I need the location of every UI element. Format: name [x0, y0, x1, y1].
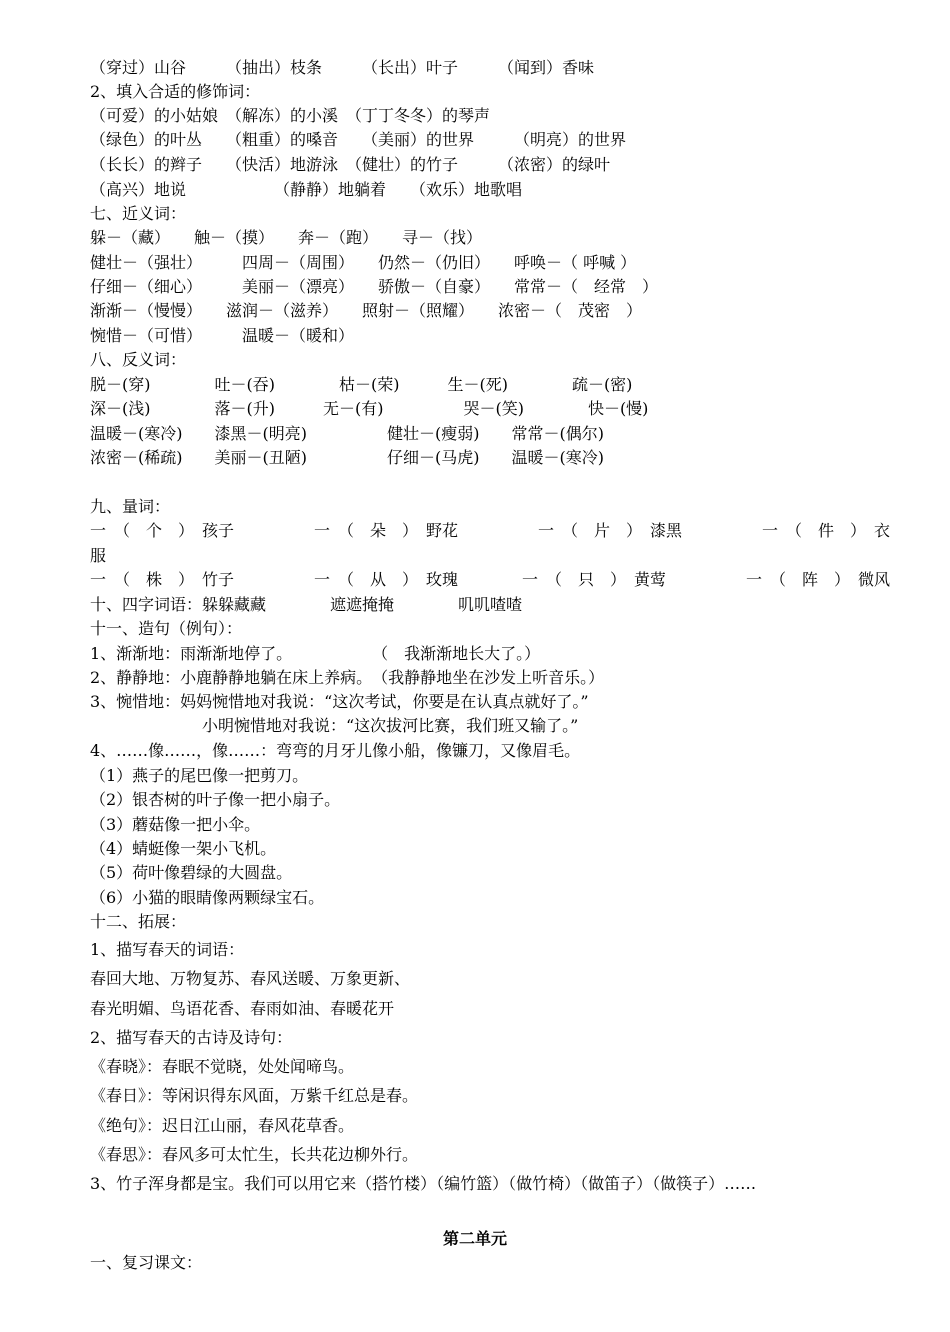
section-heading: 七、近义词： — [90, 204, 187, 223]
text-line: 2、描写春天的古诗及诗句： — [90, 1028, 293, 1047]
section-heading: 十一、造句（例句）： — [90, 619, 243, 638]
list-item: （3）蘑菇像一把小伞。 — [90, 815, 261, 834]
text-line: 服 — [90, 546, 107, 565]
section-heading: 九、量词： — [90, 497, 171, 516]
list-item: （6）小猫的眼睛像两颗绿宝石。 — [90, 888, 325, 907]
text-line: 《春日》：等闲识得东风面，万紫千红总是春。 — [90, 1086, 419, 1105]
section-heading: 十、四字词语：躲躲藏藏 遮遮掩掩 叽叽喳喳 — [90, 595, 523, 614]
text-line: 3、惋惜地：妈妈惋惜地对我说：“这次考试，你要是在认真点就好了。” — [90, 692, 589, 711]
list-item: （1）燕子的尾巴像一把剪刀。 — [90, 766, 309, 785]
text-line: （穿过）山谷 （抽出）枝条 （长出）叶子 （闻到）香味 — [90, 58, 595, 77]
list-item: （4）蜻蜓像一架小飞机。 — [90, 839, 277, 858]
section-heading: 八、反义词： — [90, 350, 187, 369]
text-line: （高兴）地说 （静静）地躺着 （欢乐）地歌唱 — [90, 180, 523, 199]
text-line: 小明惋惜地对我说：“这次拔河比赛，我们班又输了。” — [90, 716, 579, 735]
text-line: 《绝句》：迟日江山丽，春风花草香。 — [90, 1116, 355, 1135]
text-line: 春光明媚、鸟语花香、春雨如油、春暖花开 — [90, 999, 395, 1018]
section-heading: 十二、拓展： — [90, 912, 187, 931]
text-line: 仔细－（细心） 美丽－（漂亮） 骄傲－（自豪） 常常－（ 经常 ） — [90, 277, 659, 296]
text-line: 《春晓》：春眠不觉晓，处处闻啼鸟。 — [90, 1057, 355, 1076]
text-line: 惋惜－（可惜） 温暖－（暖和） — [90, 326, 355, 345]
text-line: （可爱）的小姑娘 （解冻）的小溪 （丁丁冬冬）的琴声 — [90, 106, 491, 125]
section-heading: 一、复习课文： — [90, 1253, 203, 1272]
list-item: （5）荷叶像碧绿的大圆盘。 — [90, 863, 293, 882]
text-line: 4、……像……，像……：弯弯的月牙儿像小船，像镰刀，又像眉毛。 — [90, 741, 581, 760]
text-line: 《春思》：春风多可太忙生，长共花边柳外行。 — [90, 1145, 419, 1164]
text-line: 春回大地、万物复苏、春风送暖、万象更新、 — [90, 969, 411, 988]
text-line: （绿色）的叶丛 （粗重）的嗓音 （美丽）的世界 （明亮）的世界 — [90, 130, 627, 149]
text-line: 浓密－(稀疏) 美丽－(丑陋) 仔细－(马虎) 温暖－(寒冷) — [90, 448, 604, 467]
unit-title: 第二单元 — [442, 1229, 507, 1248]
list-item: （2）银杏树的叶子像一把小扇子。 — [90, 790, 341, 809]
text-line: 一 （ 个 ） 孩子 一 （ 朵 ） 野花 一 （ 片 ） 漆黑 一 （ 件 ） 衣 — [90, 521, 891, 540]
text-line: 2、静静地：小鹿静静地躺在床上养病。 （我静静地坐在沙发上听音乐。） — [90, 668, 605, 687]
text-line: 深－(浅) 落－(升) 无－(有) 哭－(笑) 快－(慢) — [90, 399, 649, 418]
text-line: 3、竹子浑身都是宝。我们可以用它来（搭竹楼）（编竹篮）（做竹椅）（做笛子）（做筷子）…… — [90, 1174, 757, 1193]
text-line: 温暖－(寒冷) 漆黑－(明亮) 健壮－(瘦弱) 常常－(偶尔) — [90, 424, 604, 443]
text-line: 2、填入合适的修饰词： — [90, 82, 261, 101]
text-line: 一 （ 株 ） 竹子 一 （ 从 ） 玫瑰 一 （ 只 ） 黄莺 一 （ 阵 ） 微风 — [90, 570, 891, 589]
text-line: （长长）的辫子 （快活）地游泳 （健壮）的竹子 （浓密）的绿叶 — [90, 155, 611, 174]
text-line: 躲－（藏） 触－（摸） 奔－（跑） 寻－（找） — [90, 228, 483, 247]
text-line: 1、描写春天的词语： — [90, 940, 245, 959]
text-line: 健壮－（强壮） 四周－（周围） 仍然－（仍旧） 呼唤－（ 呼喊 ） — [90, 253, 637, 272]
text-line: 渐渐－（慢慢） 滋润－（滋养） 照射－（照耀） 浓密－（ 茂密 ） — [90, 301, 643, 320]
text-line: 脱－(穿) 吐－(吞) 枯－(荣) 生－(死) 疏－(密) — [90, 375, 633, 394]
text-line: 1、渐渐地：雨渐渐地停了。 （ 我渐渐地长大了。） — [90, 644, 541, 663]
